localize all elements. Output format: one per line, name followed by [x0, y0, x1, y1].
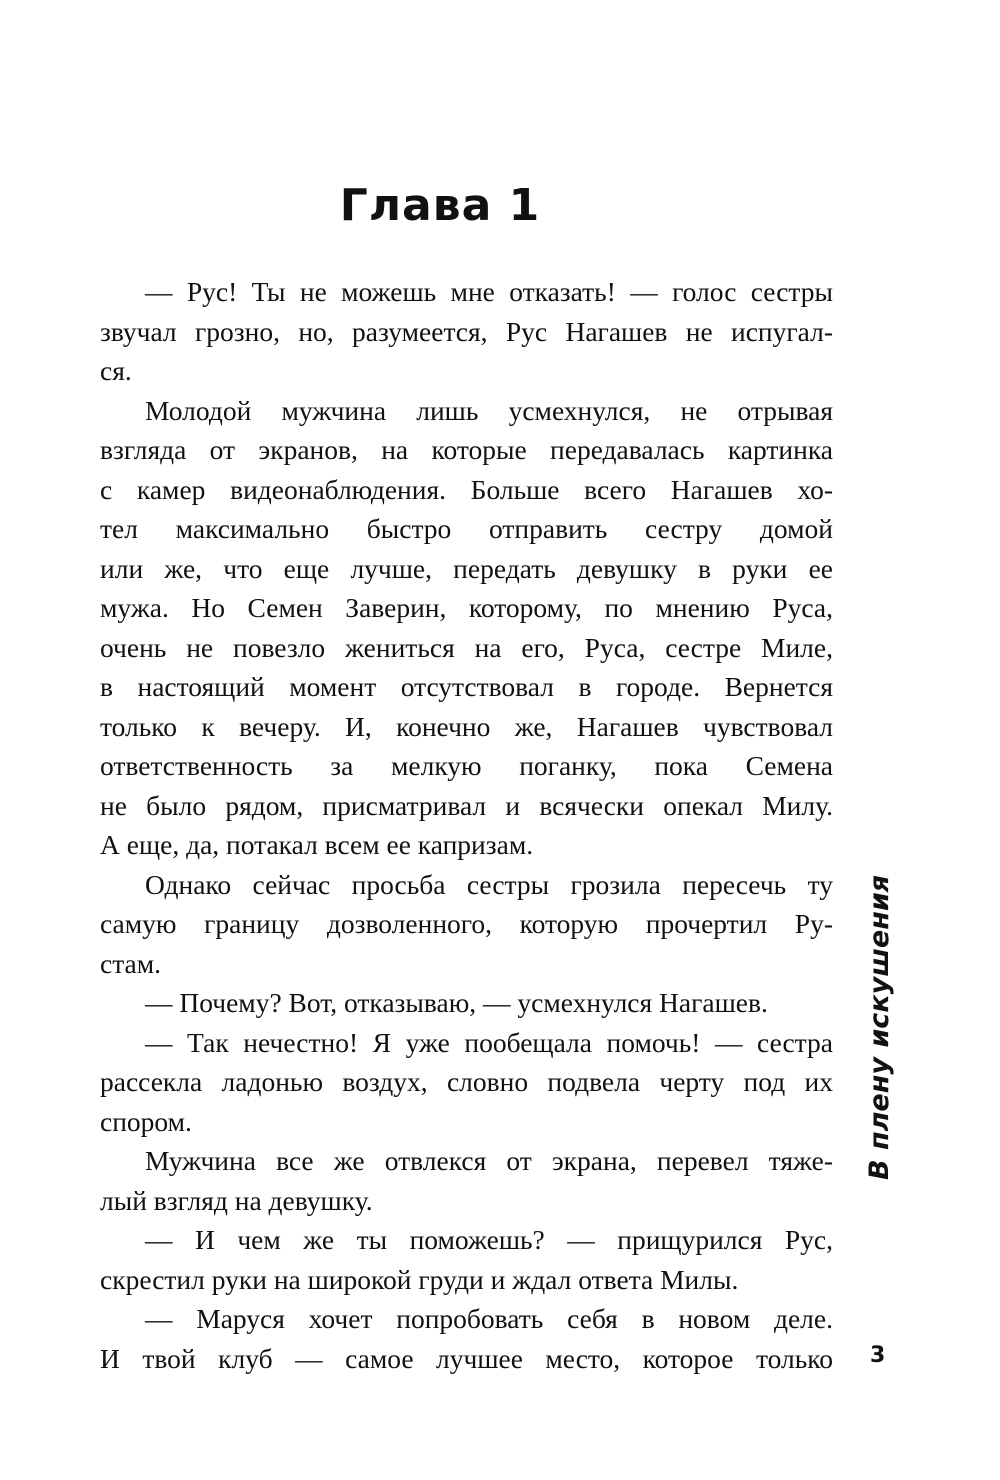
- body-text: [100, 272, 833, 1378]
- text-line: взгляда от экранов, на которые передавалась картинка: [100, 434, 833, 465]
- running-title: В плену искушения: [864, 874, 895, 1180]
- text-line: — Почему? Вот, отказываю, — усмехнулся Нагашев.: [145, 987, 768, 1018]
- text-line: только к вечеру. И, конечно же, Нагашев чувствовал: [100, 710, 833, 742]
- text-line: с камер видеонаблюдения. Больше всего Нагашев хо-: [100, 473, 833, 505]
- paragraph: [100, 865, 833, 984]
- text-line: Молодой мужчина лишь усмехнулся, не отрывая: [145, 394, 833, 426]
- text-line: — Так нечестно! Я уже пообещала помочь! — сестра: [145, 1026, 833, 1058]
- text-line: Мужчина все же отвлекся от экрана, перевел тяже-: [145, 1145, 833, 1176]
- paragraph: [100, 391, 833, 865]
- text-line: — Маруся хочет попробовать себя в новом деле.: [145, 1303, 833, 1334]
- text-line: тел максимально быстро отправить сестру домой: [100, 513, 833, 544]
- text-line: самую границу дозволенного, которую прочертил Ру-: [100, 908, 833, 939]
- text-line: звучал грозно, но, разумеется, Рус Нагашев не испугал-: [100, 315, 833, 347]
- text-line: очень не повезло жениться на его, Руса, сестре Миле,: [100, 631, 833, 663]
- paragraph: [100, 983, 833, 1023]
- text-line: спором.: [100, 1105, 192, 1137]
- text-line: ответственность за мелкую поганку, пока Семена: [100, 750, 833, 781]
- paragraph: [100, 1023, 833, 1142]
- text-line: в настоящий момент отсутствовал в городе. Вернется: [100, 671, 833, 702]
- text-line: — И чем же ты поможешь? — прищурился Рус,: [145, 1224, 833, 1255]
- text-line: стам.: [100, 947, 162, 979]
- text-line: Однако сейчас просьба сестры грозила пересечь ту: [145, 868, 833, 900]
- paragraph: [100, 1220, 833, 1299]
- text-line: мужа. Но Семен Заверин, которому, по мнению Руса,: [100, 592, 833, 623]
- chapter-title: Глава 1: [339, 180, 541, 231]
- paragraph: [100, 1299, 833, 1378]
- page-number: 3: [870, 1343, 886, 1368]
- text-line: лый взгляд на девушку.: [100, 1184, 373, 1216]
- text-line: ся.: [100, 355, 132, 386]
- text-line: не было рядом, присматривал и всячески опекал Милу.: [100, 789, 833, 821]
- text-line: или же, что еще лучше, передать девушку в руки ее: [100, 552, 833, 584]
- text-line: И твой клуб — самое лучшее место, которое только: [100, 1342, 833, 1374]
- paragraph: [100, 1141, 833, 1220]
- paragraph: [100, 272, 833, 391]
- text-line: скрестил руки на широкой груди и ждал ответа Милы.: [100, 1263, 739, 1295]
- text-line: — Рус! Ты не можешь мне отказать! — голос сестры: [145, 276, 833, 307]
- text-line: рассекла ладонью воздух, словно подвела черту под их: [100, 1066, 833, 1097]
- text-line: А еще, да, потакал всем ее капризам.: [100, 829, 534, 860]
